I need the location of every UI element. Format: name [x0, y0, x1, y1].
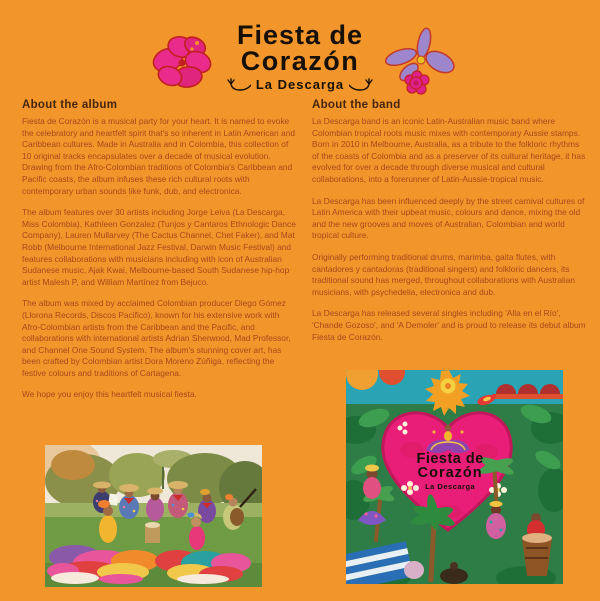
- album-paragraph-3: The album was mixed by acclaimed Colombian producer Diego Gómez (Llorona Records, Discos Pacifico), known for his extensive work with Afro-Colombian artists from the Caribbean and the Pacific, and collaborations with international artists Adrian Sherwood, Mad Professor, and Channel One Sound System. The album's stunning cover art, has been crafted by Colombian artist Dora Moreno Zúñiga, reflecting the festive colours and traditions of Cartagena.: [22, 298, 291, 378]
- band-paragraph-4: La Descarga has released several singles including 'Alla en el Río', 'Chande Gozoso', and 'A Demoler' and is proud to release its debut album Fiesta de Corazón.: [312, 308, 586, 342]
- band-paragraph-3: Originally performing traditional drums, marimba, gaita flutes, with cantadores y cantadoras (traditional singers) and folkloric dancers, its traditional sound has merged, throughout collaborations with Australian musicians, with psychedelia, electronica and dub.: [312, 251, 576, 297]
- band-photo: [45, 445, 262, 587]
- logo-subtitle-row: [0, 77, 600, 92]
- album-paragraph-2: The album features over 30 artists including Jorge Leiva (La Descarga, Miss Colombia), Kathleen Gonzalez (Tunjos y Cantaros Ethnologic Dance Company), Lauren Mullarvey (The Cactus Channel, Chet Faker), and Mat Robb (Melbourne International Jazz Festival, Darwin Music Festival) and features collaborations with musicians including with icon of Australian Sudanese music, Ajak Kwai, Melbourne-based South Sudanese hip-hop artist Malesh P, and William Martínez from Bejuco.: [22, 207, 296, 287]
- about-album-heading: About the album: [22, 99, 118, 111]
- about-album-section: [22, 99, 296, 411]
- album-paragraph-4: We hope you enjoy this heartfelt musical fiesta.: [22, 389, 197, 400]
- cover-title-block: [353, 452, 548, 491]
- about-band-heading: About the band: [312, 99, 401, 111]
- band-paragraph-1: La Descarga band is an iconic Latin-Australian music band where Colombian tropical roots music mixes with contemporary Aussie stamps. Born in 2010 in Melbourne, Australia, as a tribute to the folkloric rhythms of the coasts of Colombia and as a preserver of its cultural heritage, it has evolved for over a decade through diverse musical and cultural collaborations, into a forerunner of Latin-Aussie-tropical music.: [312, 116, 586, 184]
- palm-flourish-right-icon: [349, 78, 373, 91]
- logo-subtitle: La Descarga: [255, 77, 345, 92]
- cover-subtitle: La Descarga: [425, 482, 476, 491]
- orchid-flower-icon: [383, 26, 455, 107]
- album-paragraph-1: Fiesta de Corazón is a musical party for your heart. It is named to evoke the celebratory and heartfelt spirit that's so inherent in Latin American and Caribbean cultures. Made in Australia and in Colombia, this collection of 10 original tracks encapsulates over a decade of musical evolution. Drawing from the Afro-Colombian traditions of Colombia's Caribbean and Pacific coasts, the album infuses these rich cultural roots with contemporary urban sounds like funk, dub, and electronica.: [22, 116, 296, 196]
- cover-title-line1: Fiesta de: [416, 451, 484, 467]
- logo-title-line1: Fiesta de: [236, 20, 364, 50]
- band-paragraph-2: La Descarga has been influenced deeply by the street carnival cultures of Latin America with their upbeat music, colours and dance, mixing the old and the new grooves and moves of Australian, Colombian and world tropical culture.: [312, 195, 585, 241]
- palm-flourish-left-icon: [227, 78, 251, 91]
- album-cover-art: [346, 370, 563, 584]
- about-band-section: [312, 99, 586, 353]
- album-logo: [0, 22, 600, 92]
- logo-title-line2: Corazón: [240, 46, 360, 76]
- cover-title-line2: Corazón: [417, 465, 483, 481]
